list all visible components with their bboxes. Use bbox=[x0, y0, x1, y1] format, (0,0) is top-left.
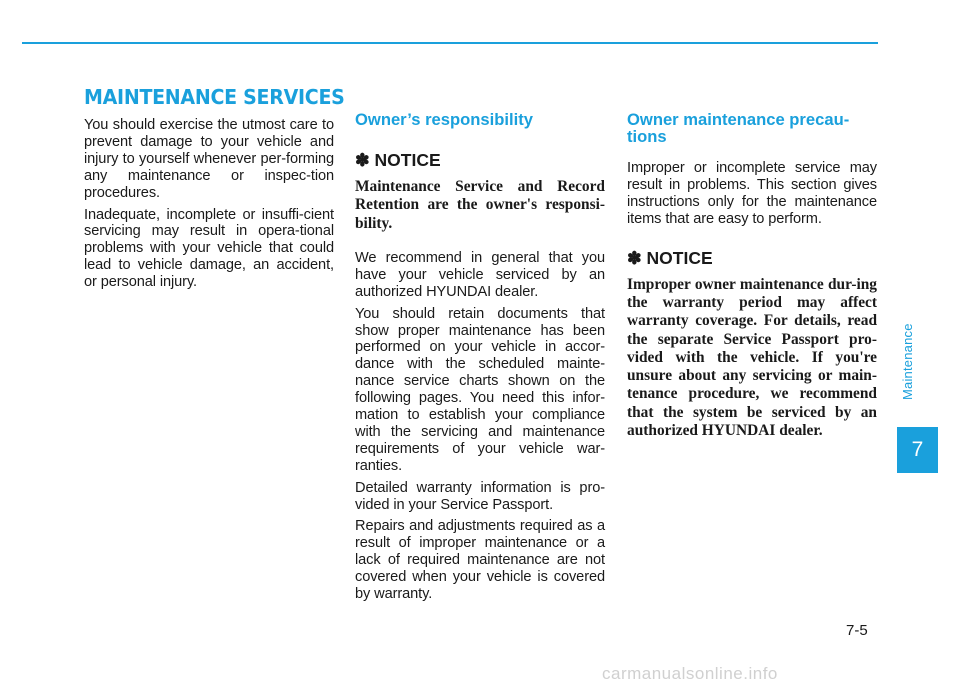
notice-title: ✽ NOTICE bbox=[627, 247, 713, 268]
responsibility-paragraph-1: We recommend in general that you have your vehicle serviced by an authorized HYUNDAI dealer. bbox=[355, 249, 605, 300]
responsibility-paragraph-2: You should retain documents that show proper maintenance has been performed on your vehicle in accor-dance with the scheduled mainte-nance service charts shown on the following pages. You need this infor-mation to establish your compliance with the servicing and maintenance requirements of your vehicle war-ranties. bbox=[355, 305, 605, 474]
intro-paragraph-1: You should exercise the utmost care to prevent damage to your vehicle and injury to yourself whenever per-forming any maintenance or inspec-tion procedures. bbox=[84, 117, 334, 201]
page-number: 7-5 bbox=[846, 622, 868, 639]
column-owner-responsibility bbox=[355, 111, 605, 608]
chapter-side-label: Maintenance bbox=[900, 323, 915, 400]
responsibility-paragraph-3: Detailed warranty information is pro-vided in your Service Passport. bbox=[355, 479, 605, 513]
chapter-number-tab: 7 bbox=[897, 427, 938, 473]
top-divider-rule bbox=[22, 42, 878, 44]
intro-paragraph-2: Inadequate, incomplete or insuffi-cient servicing may result in opera-tional problems with your vehicle that could lead to vehicle damage, an accident, or personal injury. bbox=[84, 206, 334, 291]
precautions-intro: Improper or incomplete service may result in problems. This section gives instructions only for the maintenance items that are easy to perform. bbox=[627, 160, 877, 227]
notice-text: Maintenance Service and Record Retention are the owner's responsi-bility. bbox=[355, 178, 605, 232]
column-intro bbox=[84, 117, 334, 296]
owner-responsibility-heading: Owner’s responsibility bbox=[355, 110, 533, 129]
responsibility-paragraph-4: Repairs and adjustments required as a result of improper maintenance or a lack of required maintenance are not covered when your vehicle is covered by warranty. bbox=[355, 518, 605, 603]
precautions-heading: Owner maintenance precau-tions bbox=[627, 110, 850, 146]
notice-title: ✽ NOTICE bbox=[355, 150, 441, 170]
notice-text: Improper owner maintenance dur-ing the warranty period may affect warranty coverage. For details, read the separate Service Passport pro-vided with the vehicle. If you're unsure about any servicing or main-tenance procedure, we recommend that the system be serviced by an authorized HYUNDAI dealer. bbox=[627, 275, 877, 439]
section-title: MAINTENANCE SERVICES bbox=[84, 85, 345, 109]
column-maintenance-precautions bbox=[627, 111, 877, 457]
watermark: carmanualsonline.info bbox=[602, 664, 778, 683]
